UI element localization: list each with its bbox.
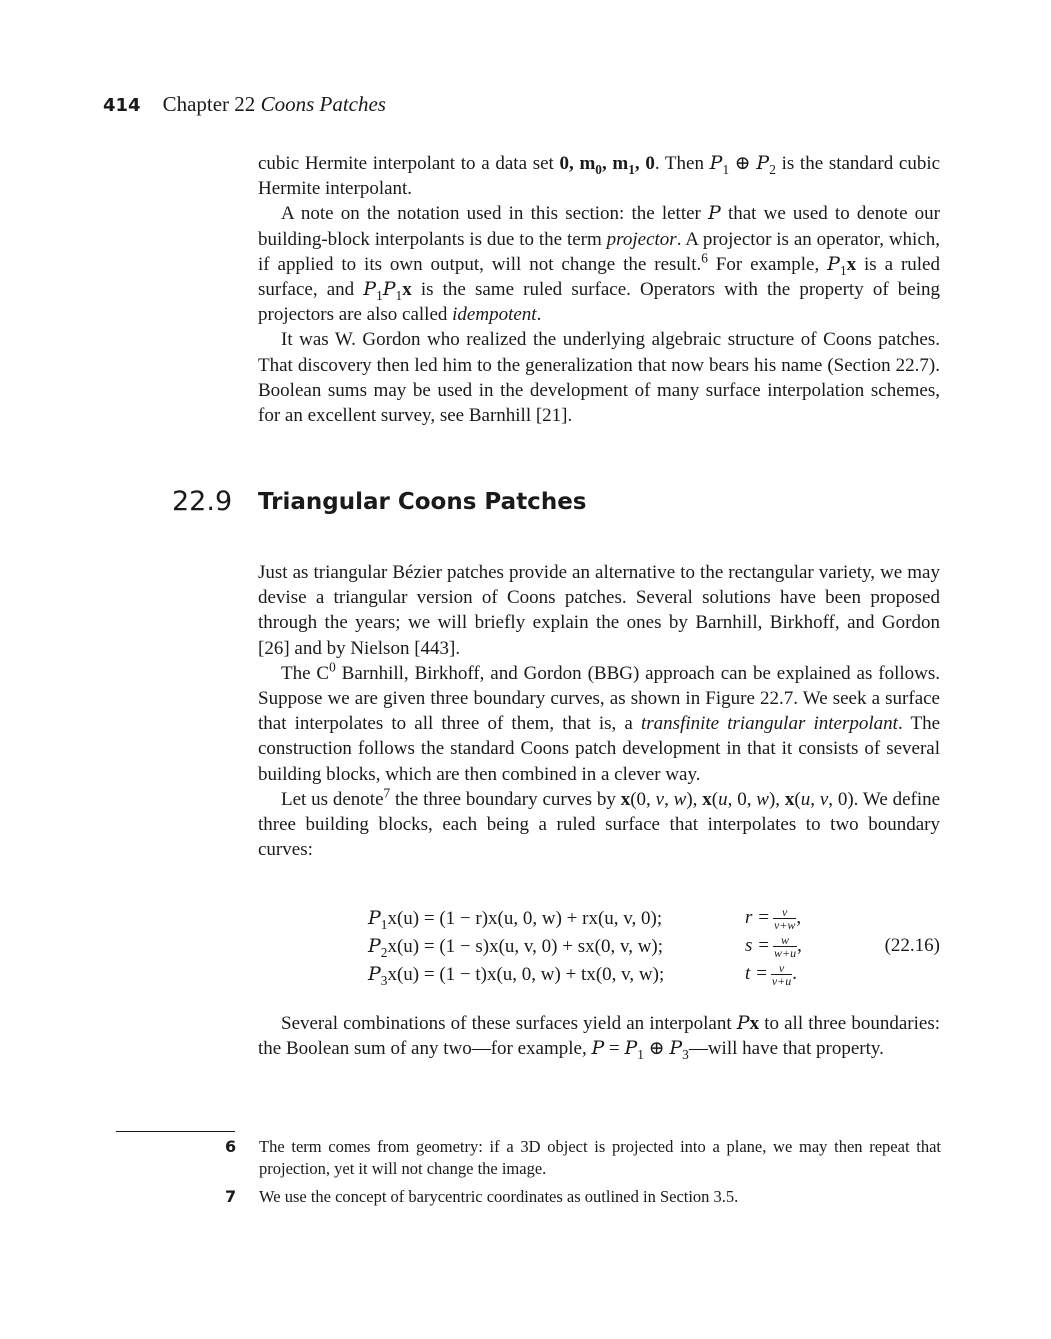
footnote-text: The term comes from geometry: if a 3D object is projected into a plane, we may then repeat that projection, yet it will not change the image.	[259, 1137, 941, 1178]
section-title: Triangular Coons Patches	[258, 489, 587, 515]
footnote-mark: 6	[225, 1137, 237, 1156]
equation-block	[368, 905, 940, 987]
paragraph-gordon: It was W. Gordon who realized the underlying algebraic structure of Coons patches. That discovery then led him to the generalization that now bears his name (Section 22.7). Boolean sums may be used in the development of many surface interpolation schemes, for an excellent survey, see Barnhill [21].	[258, 329, 940, 427]
closing-text	[258, 1011, 940, 1061]
section-text	[258, 560, 940, 862]
chapter-label: Chapter 22	[162, 92, 256, 116]
paragraph-boundary: Let us denote$^7$ the three boundary curves by x(0, v, w), x(u, 0, w), x(u, v, 0). We define three building blocks, each being a ruled surface that interpolates to two boundary curves:	[258, 785, 941, 861]
running-header	[103, 92, 386, 117]
paragraph-projector: A note on the notation used in this section: the letter P that we used to denote our building-block interpolants is due to the term projector. A projector is an operator, which, if applied to its own output, will not change the result.$^6$ For example, $P_1x$ is a ruled surface, and $P_1P_1x$ is the same ruled surface. Operators with the property of being projectors are also called idempotent.	[258, 202, 941, 326]
paragraph-hermite: cubic Hermite interpolant to a data set 0, $m_0$, $m_1$, 0. Then $P_1$ ⊕ $P_2$ is the standard cubic Hermite interpolant.	[258, 152, 941, 200]
paragraph-intro: Just as triangular Bézier patches provide an alternative to the rectangular variety, we may devise a triangular version of Coons patches. Several solutions have been proposed through the years; we will briefly explain the ones by Barnhill, Birkhoff, and Gordon [26] and by Nielson [443].	[258, 562, 940, 659]
equation-line-2: $P_2x(u) = (1 - s)x(u$, v, 0) + sx(0, v, w);	[368, 935, 664, 960]
continued-text	[258, 151, 940, 428]
footnote-mark: 7	[225, 1187, 237, 1206]
equation-param-1: r = $\frac{v}{v+w}$ ,	[745, 905, 802, 933]
footnote-divider	[116, 1131, 235, 1132]
footnote-6	[226, 1136, 941, 1180]
equation-line-3: $P_3x(u) = (1 - t)x(u$, 0, w) + tx(0, v, w);	[368, 963, 665, 988]
footnote-text: We use the concept of barycentric coordinates as outlined in Section 3.5.	[259, 1187, 739, 1206]
footnote-7	[226, 1186, 941, 1208]
section-number: 22.9	[172, 486, 233, 517]
chapter-title: Coons Patches	[260, 92, 386, 116]
equation-param-2: s = $\frac{w}{w+u}$ ,	[745, 933, 802, 961]
equation-param-3: t = $\frac{v}{v+u}$ .	[745, 961, 798, 989]
footnote-ref-7: 7	[383, 785, 391, 801]
paragraph-bbg: The $C^0$ Barnhill, Birkhoff, and Gordon (BBG) approach can be explained as follows. Suppose we are given three boundary curves, as shown in Figure 22.7. We seek a surface that interpolates to all three of them, that is, a transfinite triangular interpolant. The construction follows the standard Coons patch development in that it consists of several building blocks, which are then combined in a clever way.	[258, 659, 941, 785]
page-number: 414	[103, 95, 141, 116]
footnote-ref-6: 6	[701, 250, 708, 266]
equation-line-1: $P_1x(u) = (1 - r)x(u$, 0, w) + rx(u, v, 0);	[368, 907, 663, 932]
paragraph-boolean-sum: Several combinations of these surfaces yield an interpolant Px to all three boundaries: the Boolean sum of any two—for example, $P = P_1$ ⊕ $P_3—will$ have that property.	[258, 1012, 940, 1062]
equation-number: (22.16)	[884, 935, 940, 956]
